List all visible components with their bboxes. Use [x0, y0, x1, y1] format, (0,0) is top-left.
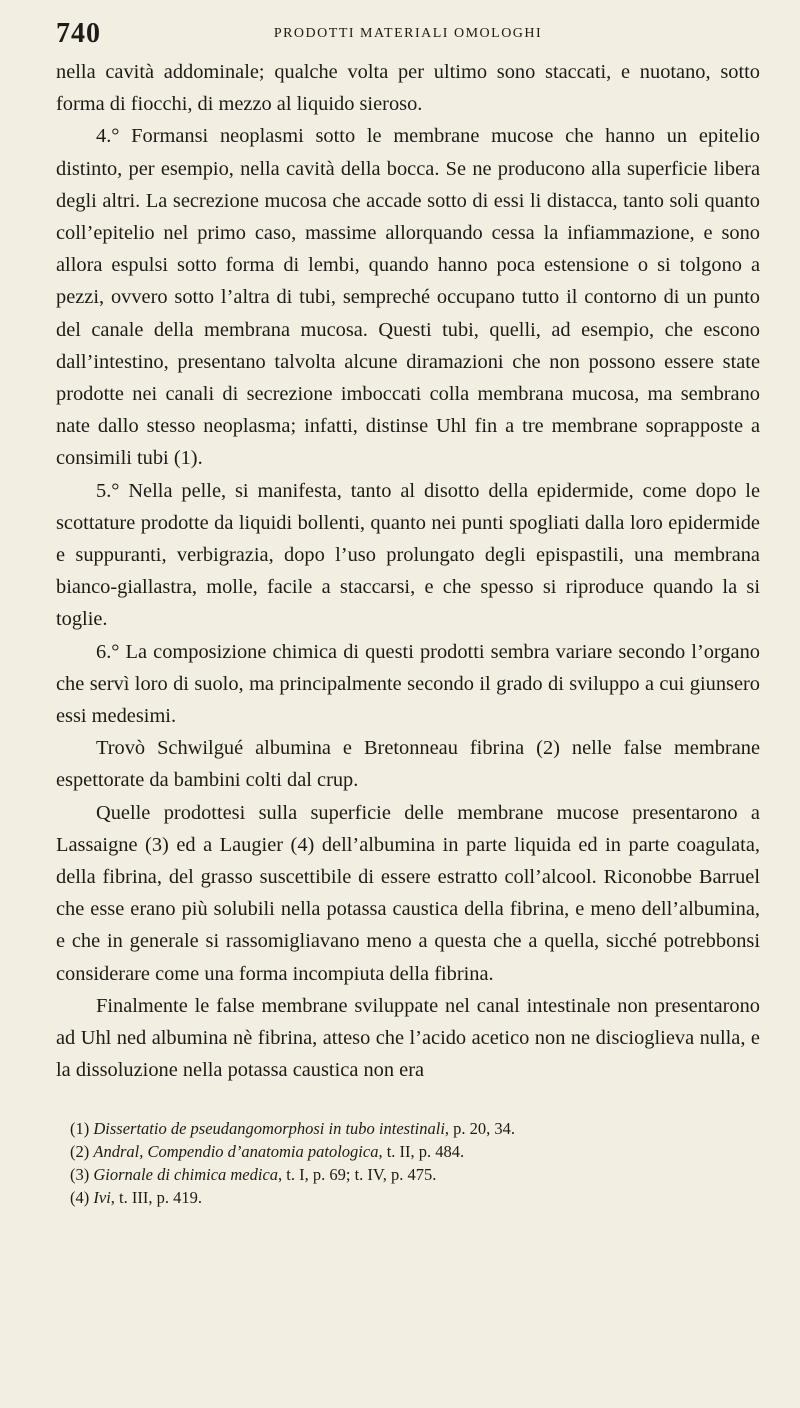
footnote-1 — [56, 1117, 760, 1140]
page-header — [56, 18, 760, 52]
footnote-ref: , t. II, p. 484. — [378, 1141, 465, 1161]
footnote-ref: , p. 20, 34. — [444, 1118, 516, 1138]
footnote-ref: , t. I, p. 69; t. IV, p. 475. — [278, 1164, 437, 1184]
footnote-4 — [56, 1186, 760, 1209]
footnote-spacer — [56, 1087, 760, 1117]
footnote-title: Giornale di chimica medica — [93, 1164, 279, 1184]
footnote-number: (1) — [70, 1118, 90, 1138]
paragraph-finalmente: Finalmente le false membrane sviluppate nel canal intestinale non presentarono ad Uhl ned albumina nè fibrina, atteso che l’acido acetico non ne discioglieva nulla, e la dissoluzione nella potassa caustica non era — [56, 994, 760, 1082]
running-title: PRODOTTI MATERIALI OMOLOGHI — [273, 26, 543, 41]
paragraph-item-4: 4.° Formansi neoplasmi sotto le membrane mucose che hanno un epitelio distinto, per esempio, nella cavità della bocca. Se ne producono alla superficie libera degli altri. La secrezione mucosa che accade sotto di essi li distacca, tanto soli quanto coll’epitelio nel primo caso, massime allorquando cessa la infiammazione, e sono allora espulsi sotto forma di lembi, quando hanno poca estensione o si tolgono a pezzi, ovvero sotto l’altra di tubi, sempreché occupano tutto il contorno di un punto del canale della membrana mucosa. Questi tubi, quelli, ad esempio, che escono dall’intestino, presentano talvolta alcune diramazioni che non possono essere state prodotte nei canali di secrezione imboccati colla membrana mucosa, ma sembrano nate dallo stesso neoplasma; infatti, distinse Uhl fin a tre membrane soprapposte a consimili tubi (1). — [56, 125, 760, 470]
footnote-number: (4) — [70, 1187, 90, 1207]
footnote-title: Andral, Compendio d’anatomia patologica — [93, 1141, 379, 1161]
footnote-title: Dissertatio de pseudangomorphosi in tubo intestinali — [93, 1118, 445, 1138]
footnotes — [56, 1117, 760, 1209]
paragraph-item-6: 6.° La composizione chimica di questi prodotti sembra variare secondo l’organo che servì loro di suolo, ma principalmente secondo il grado di sviluppo a cui giunsero essi medesimi. — [56, 640, 760, 728]
paragraph-schwilgue: Trovò Schwilgué albumina e Bretonneau fibrina (2) nelle false membrane espettorate da bambini colti dal crup. — [56, 737, 760, 792]
paragraph-lassaigne: Quelle prodottesi sulla superficie delle membrane mucose presentarono a Lassaigne (3) ed a Laugier (4) dell’albumina in parte liquida ed in parte coagulata, della fibrina, del grasso suscettibile di essere estratto coll’alcool. Riconobbe Barruel che esse erano più solubili nella potassa caustica della fibrina, e meno dell’albumina, e che in generale si rassomigliavano meno a questa che a quella, sicché potrebbonsi considerare come una forma incompiuta della fibrina. — [56, 801, 760, 985]
body-text — [56, 56, 760, 1087]
paragraph-item-5: 5.° Nella pelle, si manifesta, tanto al disotto della epidermide, come dopo le scottature prodotte da liquidi bollenti, quanto nei punti spogliati dalla loro epidermide e suppuranti, verbigrazia, dopo l’uso prolungato degli epispastili, una membrana bianco-giallastra, molle, facile a staccarsi, e che spesso si riproduce quando la si toglie. — [56, 479, 760, 631]
footnote-title: Ivi — [93, 1187, 111, 1207]
footnote-number: (2) — [70, 1141, 90, 1161]
footnote-3 — [56, 1163, 760, 1186]
footnote-number: (3) — [70, 1164, 90, 1184]
paragraph-continuation: nella cavità addominale; qualche volta per ultimo sono staccati, e nuotano, sotto forma di fiocchi, di mezzo al liquido sieroso. — [56, 61, 760, 116]
footnote-2 — [56, 1140, 760, 1163]
page-number: 740 — [56, 18, 101, 49]
footnote-ref: , t. III, p. 419. — [110, 1187, 202, 1207]
